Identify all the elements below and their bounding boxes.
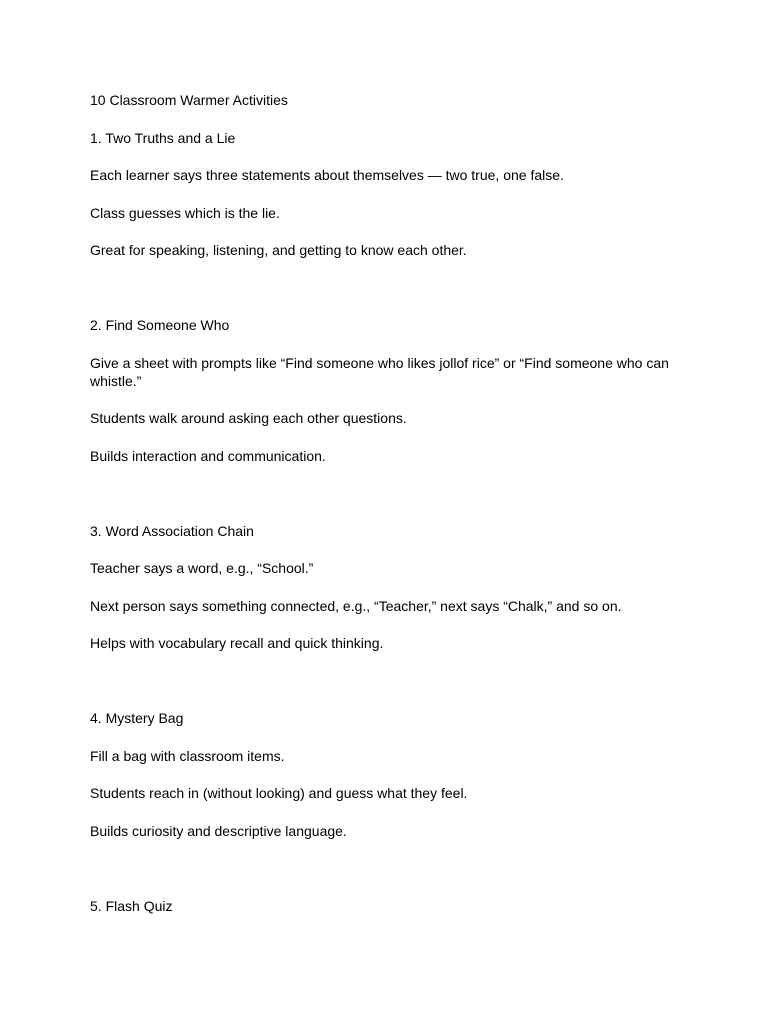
- section-heading: 4. Mystery Bag: [90, 710, 184, 726]
- section-heading: 3. Word Association Chain: [90, 522, 254, 539]
- section-line: Great for speaking, listening, and getting to know each other.: [90, 242, 467, 258]
- section-line: Builds interaction and communication.: [90, 447, 326, 464]
- document-page: [90, 91, 680, 915]
- section-line: Helps with vocabulary recall and quick thinking.: [90, 635, 384, 651]
- section-line: Fill a bag with classroom items.: [90, 747, 285, 764]
- section-line: Give a sheet with prompts like “Find someone who likes jollof rice” or “Find someone who can whistle.”: [90, 354, 669, 389]
- section-line: Builds curiosity and descriptive language.: [90, 822, 347, 839]
- section-heading: 1. Two Truths and a Lie: [90, 129, 236, 146]
- section-heading: 2. Find Someone Who: [90, 317, 230, 333]
- section-line: Students reach in (without looking) and guess what they feel.: [90, 785, 468, 801]
- document-title: 10 Classroom Warmer Activities: [90, 92, 288, 108]
- section-line: Students walk around asking each other questions.: [90, 410, 407, 426]
- section-heading: 5. Flash Quiz: [90, 897, 173, 914]
- section-line: Class guesses which is the lie.: [90, 204, 280, 221]
- section-line: Next person says something connected, e.g., “Teacher,” next says “Chalk,” and so on.: [90, 597, 622, 614]
- section-line: Each learner says three statements about themselves — two true, one false.: [90, 167, 564, 183]
- section-line: Teacher says a word, e.g., “School.”: [90, 560, 314, 576]
